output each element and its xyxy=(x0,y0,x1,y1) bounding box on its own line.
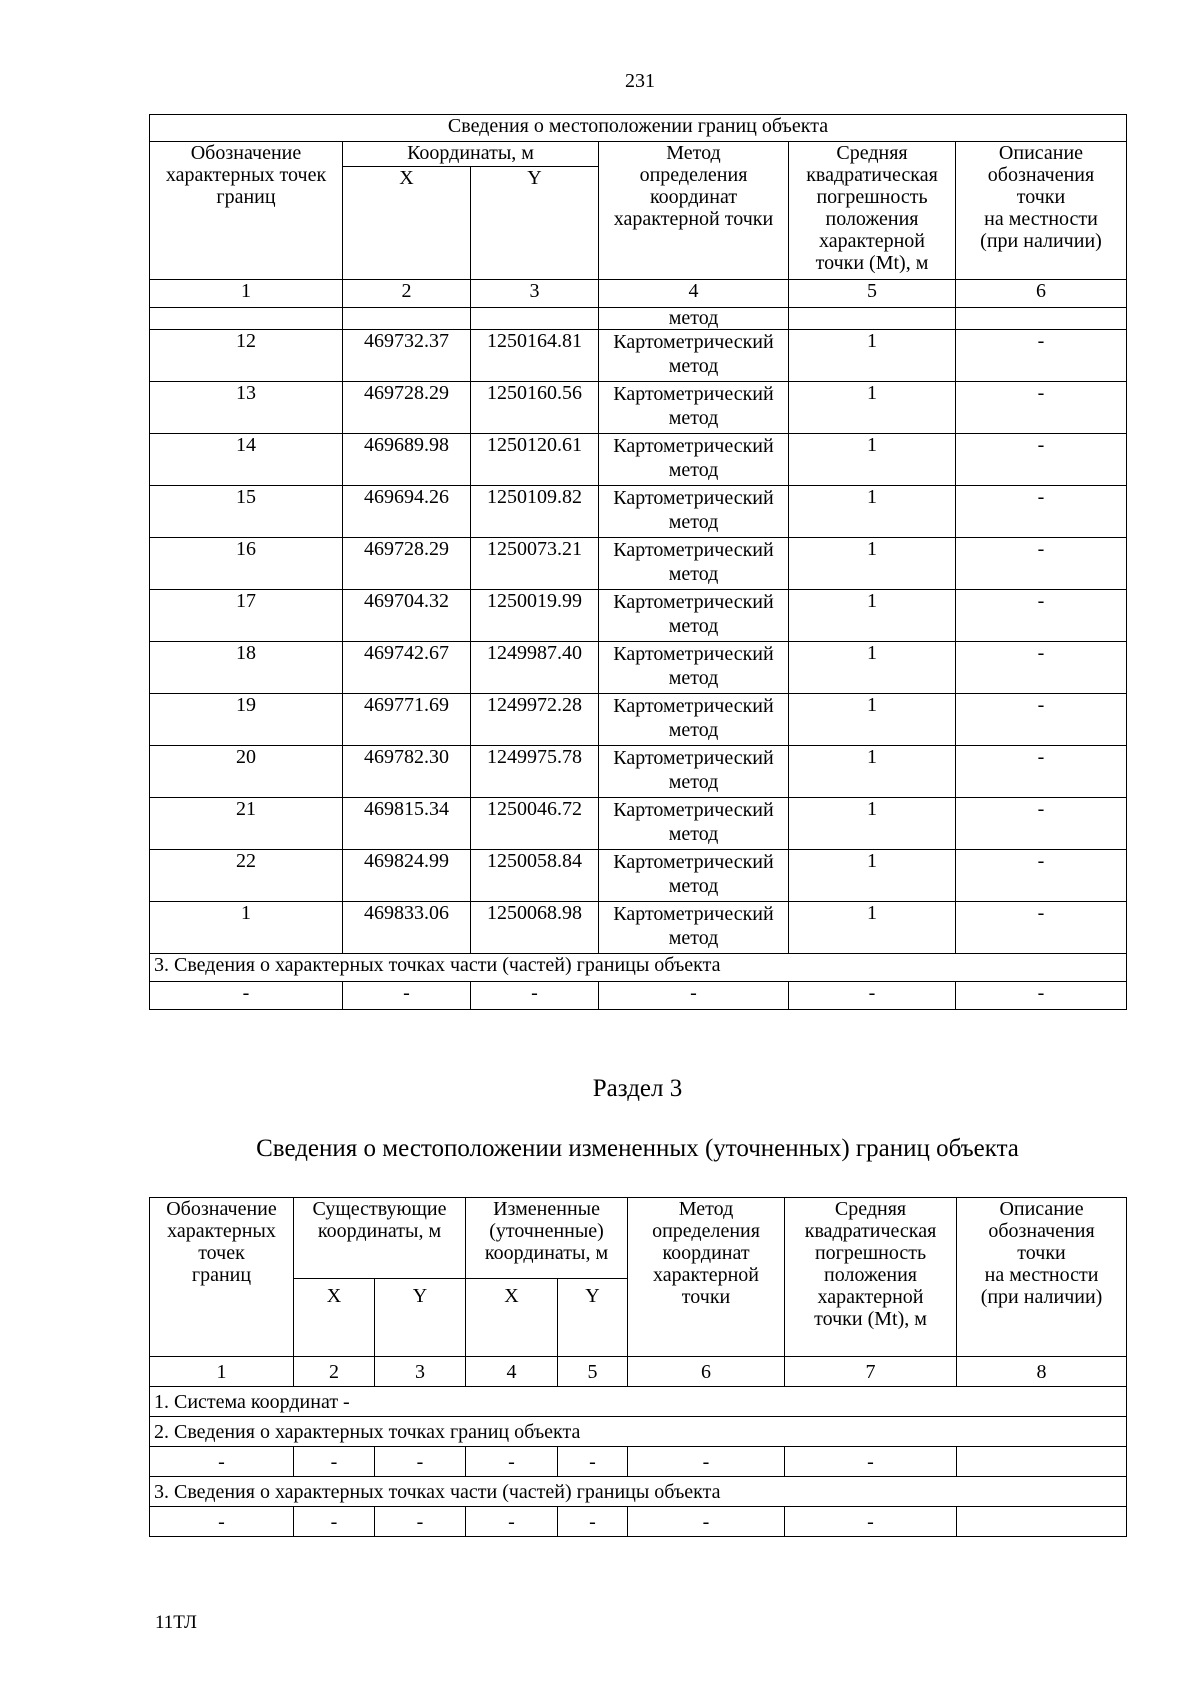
table-row xyxy=(150,694,1127,746)
header-text: характерной xyxy=(653,1264,759,1286)
parts-heading-row xyxy=(150,1477,1127,1507)
y-cell: 1250068.98 xyxy=(471,902,599,954)
continuation-row xyxy=(150,308,1127,330)
empty-cell xyxy=(343,308,471,330)
method-cell xyxy=(599,330,789,382)
y-cell: 1250109.82 xyxy=(471,486,599,538)
x-cell: 469728.29 xyxy=(343,382,471,434)
method-line: Картометрический xyxy=(613,539,774,561)
parts-heading: 3. Сведения о характерных точках части (частей) границы объекта xyxy=(150,954,1127,982)
description-cell: - xyxy=(956,746,1127,798)
header-y: Y xyxy=(471,167,599,280)
error-cell: 1 xyxy=(789,902,956,954)
method-line: Картометрический xyxy=(613,695,774,717)
description-cell: - xyxy=(956,434,1127,486)
method-line: метод xyxy=(668,927,719,949)
header-text: положения xyxy=(825,208,919,230)
empty-cell xyxy=(471,308,599,330)
header-existing-y: Y xyxy=(375,1279,466,1357)
header-text: погрешность xyxy=(816,186,928,208)
header-point xyxy=(150,142,343,280)
description-cell: - xyxy=(956,538,1127,590)
header-text: координаты, м xyxy=(484,1242,609,1264)
table-row xyxy=(150,798,1127,850)
coord-system: 1. Система координат - xyxy=(150,1387,1127,1417)
dash-cell: - xyxy=(785,1447,957,1477)
parts-heading: 3. Сведения о характерных точках части (частей) границы объекта xyxy=(150,1477,1127,1507)
error-cell: 1 xyxy=(789,746,956,798)
header-text: на местности xyxy=(984,208,1098,230)
error-cell: 1 xyxy=(789,642,956,694)
x-cell: 469704.32 xyxy=(343,590,471,642)
point-cell: 20 xyxy=(150,746,343,798)
header-row xyxy=(150,1198,1127,1279)
error-cell: 1 xyxy=(789,486,956,538)
y-cell: 1250058.84 xyxy=(471,850,599,902)
header-text: положения xyxy=(824,1264,917,1286)
method-cell xyxy=(599,434,789,486)
dash-cell: - xyxy=(150,982,343,1010)
header-text: характерных xyxy=(167,1220,276,1242)
column-number-row xyxy=(150,1357,1127,1387)
col-num: 5 xyxy=(789,280,956,308)
point-cell: 22 xyxy=(150,850,343,902)
dash-cell: - xyxy=(150,1447,294,1477)
dash-cell: - xyxy=(294,1507,375,1537)
points-row xyxy=(150,1447,1127,1477)
y-cell: 1250120.61 xyxy=(471,434,599,486)
method-line: метод xyxy=(668,459,719,481)
method-cell xyxy=(599,694,789,746)
error-cell: 1 xyxy=(789,850,956,902)
point-cell: 13 xyxy=(150,382,343,434)
x-cell: 469782.30 xyxy=(343,746,471,798)
dash-cell: - xyxy=(375,1507,466,1537)
dash-cell: - xyxy=(150,1507,294,1537)
header-method xyxy=(628,1198,785,1357)
method-line: Картометрический xyxy=(613,799,774,821)
footer-code: 11ТЛ xyxy=(155,1612,197,1633)
x-cell: 469742.67 xyxy=(343,642,471,694)
error-cell: 1 xyxy=(789,434,956,486)
x-cell: 469771.69 xyxy=(343,694,471,746)
header-text: точки (Mt), м xyxy=(814,1308,927,1330)
method-cell xyxy=(599,538,789,590)
header-changed-y: Y xyxy=(558,1279,628,1357)
section-subtitle: Сведения о местоположении измененных (уточненных) границ объекта xyxy=(256,1135,1019,1162)
method-line: метод xyxy=(668,875,719,897)
error-cell: 1 xyxy=(789,382,956,434)
header-text: координат xyxy=(649,186,738,208)
header-error xyxy=(785,1198,957,1357)
x-cell: 469833.06 xyxy=(343,902,471,954)
method-line: Картометрический xyxy=(613,903,774,925)
header-text: Существующие xyxy=(312,1198,447,1220)
header-text: Метод xyxy=(666,142,721,164)
col-num: 8 xyxy=(957,1357,1127,1387)
table-title: Сведения о местоположении границ объекта xyxy=(150,115,1127,142)
description-cell: - xyxy=(956,486,1127,538)
header-text: характерной xyxy=(817,1286,924,1308)
point-cell: 14 xyxy=(150,434,343,486)
col-num: 7 xyxy=(785,1357,957,1387)
dash-cell: - xyxy=(956,982,1127,1010)
table-row xyxy=(150,902,1127,954)
table-row xyxy=(150,330,1127,382)
description-cell: - xyxy=(956,590,1127,642)
header-text: Описание xyxy=(998,142,1084,164)
dash-cell: - xyxy=(599,982,789,1010)
col-num: 5 xyxy=(558,1357,628,1387)
header-text: квадратическая xyxy=(806,164,938,186)
method-cell xyxy=(599,590,789,642)
dash-cell: - xyxy=(471,982,599,1010)
dash-cell: - xyxy=(294,1447,375,1477)
empty-cell xyxy=(150,308,343,330)
header-text: границ xyxy=(191,1264,252,1286)
point-cell: 16 xyxy=(150,538,343,590)
description-cell: - xyxy=(956,850,1127,902)
header-text: характерной точки xyxy=(613,208,774,230)
header-text: точки xyxy=(1016,186,1066,208)
y-cell: 1249987.40 xyxy=(471,642,599,694)
points-heading-row xyxy=(150,1417,1127,1447)
header-text: характерных точек xyxy=(165,164,327,186)
parts-row xyxy=(150,982,1127,1010)
col-num: 3 xyxy=(471,280,599,308)
table-row xyxy=(150,746,1127,798)
header-text: границ xyxy=(216,186,276,208)
header-existing-x: X xyxy=(294,1279,375,1357)
header-text: Описание xyxy=(999,1198,1084,1220)
header-text: определения xyxy=(652,1220,760,1242)
x-cell: 469694.26 xyxy=(343,486,471,538)
method-line: метод xyxy=(668,771,719,793)
y-cell: 1250160.56 xyxy=(471,382,599,434)
table-row xyxy=(150,382,1127,434)
method-cell xyxy=(599,902,789,954)
header-coords: Координаты, м xyxy=(343,142,599,167)
description-cell: - xyxy=(956,382,1127,434)
point-cell: 15 xyxy=(150,486,343,538)
col-num: 2 xyxy=(343,280,471,308)
point-cell: 21 xyxy=(150,798,343,850)
dash-cell: - xyxy=(785,1507,957,1537)
header-text: обозначения xyxy=(988,1220,1095,1242)
dash-cell: - xyxy=(343,982,471,1010)
header-text: (при наличии) xyxy=(980,1286,1103,1308)
table-row xyxy=(150,642,1127,694)
description-cell: - xyxy=(956,694,1127,746)
col-num: 2 xyxy=(294,1357,375,1387)
method-line: Картометрический xyxy=(613,851,774,873)
method-line: метод xyxy=(668,407,719,429)
method-line: Картометрический xyxy=(613,643,774,665)
header-text: определения xyxy=(639,164,748,186)
header-text: точки (Mt), м xyxy=(815,252,929,274)
col-num: 1 xyxy=(150,280,343,308)
point-cell: 12 xyxy=(150,330,343,382)
error-cell: 1 xyxy=(789,538,956,590)
method-line: Картометрический xyxy=(613,435,774,457)
header-description xyxy=(957,1198,1127,1357)
header-changed-x: X xyxy=(466,1279,558,1357)
y-cell: 1250073.21 xyxy=(471,538,599,590)
header-changed xyxy=(466,1198,628,1279)
point-cell: 1 xyxy=(150,902,343,954)
data-rows xyxy=(150,330,1127,954)
x-cell: 469732.37 xyxy=(343,330,471,382)
empty-cell xyxy=(956,308,1127,330)
method-line: метод xyxy=(668,823,719,845)
description-cell: - xyxy=(956,798,1127,850)
method-line: Картометрический xyxy=(613,383,774,405)
header-text: координат xyxy=(662,1242,750,1264)
x-cell: 469824.99 xyxy=(343,850,471,902)
header-text: характерной xyxy=(819,230,925,252)
method-cell xyxy=(599,486,789,538)
method-line: метод xyxy=(668,355,719,377)
section-title: Раздел 3 xyxy=(592,1075,683,1102)
header-text: точки xyxy=(1017,1242,1066,1264)
header-text: Обозначение xyxy=(166,1198,277,1220)
method-cell xyxy=(599,850,789,902)
col-num: 4 xyxy=(466,1357,558,1387)
header-text: точки xyxy=(681,1286,731,1308)
description-cell: - xyxy=(956,902,1127,954)
y-cell: 1250019.99 xyxy=(471,590,599,642)
page-number: 231 xyxy=(625,70,655,92)
points-heading: 2. Сведения о характерных точках границ объекта xyxy=(150,1417,1127,1447)
parts-heading-row xyxy=(150,954,1127,982)
header-text: на местности xyxy=(984,1264,1099,1286)
dash-cell: - xyxy=(628,1507,785,1537)
method-cell xyxy=(599,746,789,798)
method-line: Картометрический xyxy=(613,747,774,769)
coord-system-row xyxy=(150,1387,1127,1417)
error-cell: 1 xyxy=(789,590,956,642)
method-line: Картометрический xyxy=(613,331,774,353)
table-row xyxy=(150,850,1127,902)
col-num: 3 xyxy=(375,1357,466,1387)
header-text: (при наличии) xyxy=(980,230,1102,252)
header-text: Средняя xyxy=(834,1198,907,1220)
method-line: метод xyxy=(668,667,719,689)
header-text: координаты, м xyxy=(317,1220,442,1242)
method-line: метод xyxy=(668,563,719,585)
method-cell xyxy=(599,642,789,694)
error-cell: 1 xyxy=(789,694,956,746)
error-cell: 1 xyxy=(789,330,956,382)
y-cell: 1249975.78 xyxy=(471,746,599,798)
description-cell: - xyxy=(956,330,1127,382)
header-text: квадратическая xyxy=(804,1220,937,1242)
x-cell: 469728.29 xyxy=(343,538,471,590)
header-text: Измененные xyxy=(493,1198,600,1220)
dash-cell: - xyxy=(466,1447,558,1477)
header-text: Средняя xyxy=(836,142,908,164)
changed-boundaries-table xyxy=(149,1197,1127,1537)
y-cell: 1250164.81 xyxy=(471,330,599,382)
description-cell: - xyxy=(956,642,1127,694)
point-cell: 17 xyxy=(150,590,343,642)
col-num: 6 xyxy=(956,280,1127,308)
y-cell: 1249972.28 xyxy=(471,694,599,746)
method-line: метод xyxy=(668,615,719,637)
header-text: обозначения xyxy=(987,164,1095,186)
method-line: метод xyxy=(668,719,719,741)
table-row xyxy=(150,434,1127,486)
header-point xyxy=(150,1198,294,1357)
empty-cell xyxy=(789,308,956,330)
parts-row xyxy=(150,1507,1127,1537)
header-text: Обозначение xyxy=(190,142,302,164)
header-method xyxy=(599,142,789,280)
table-row xyxy=(150,538,1127,590)
table-row xyxy=(150,590,1127,642)
col-num: 1 xyxy=(150,1357,294,1387)
dash-cell: - xyxy=(466,1507,558,1537)
y-cell: 1250046.72 xyxy=(471,798,599,850)
dash-cell: - xyxy=(558,1447,628,1477)
continuation-text: метод xyxy=(599,308,789,330)
dash-cell: - xyxy=(789,982,956,1010)
col-num: 4 xyxy=(599,280,789,308)
header-x: X xyxy=(343,167,471,280)
x-cell: 469815.34 xyxy=(343,798,471,850)
dash-cell: - xyxy=(628,1447,785,1477)
method-cell xyxy=(599,382,789,434)
header-error xyxy=(789,142,956,280)
table-row xyxy=(150,486,1127,538)
header-text: (уточненные) xyxy=(489,1220,604,1242)
method-line: Картометрический xyxy=(613,487,774,509)
point-cell: 19 xyxy=(150,694,343,746)
column-number-row xyxy=(150,280,1127,308)
error-cell: 1 xyxy=(789,798,956,850)
method-line: метод xyxy=(668,511,719,533)
method-line: Картометрический xyxy=(613,591,774,613)
point-cell: 18 xyxy=(150,642,343,694)
dash-cell: - xyxy=(558,1507,628,1537)
x-cell: 469689.98 xyxy=(343,434,471,486)
header-existing xyxy=(294,1198,466,1279)
method-cell xyxy=(599,798,789,850)
header-description xyxy=(956,142,1127,280)
dash-cell: - xyxy=(375,1447,466,1477)
dash-cell xyxy=(957,1507,1127,1537)
boundaries-table xyxy=(149,114,1127,1010)
header-row xyxy=(150,142,1127,167)
col-num: 6 xyxy=(628,1357,785,1387)
dash-cell xyxy=(957,1447,1127,1477)
header-text: погрешность xyxy=(814,1242,927,1264)
table-title-row xyxy=(150,115,1127,142)
header-text: точек xyxy=(198,1242,245,1264)
header-text: Метод xyxy=(678,1198,734,1220)
